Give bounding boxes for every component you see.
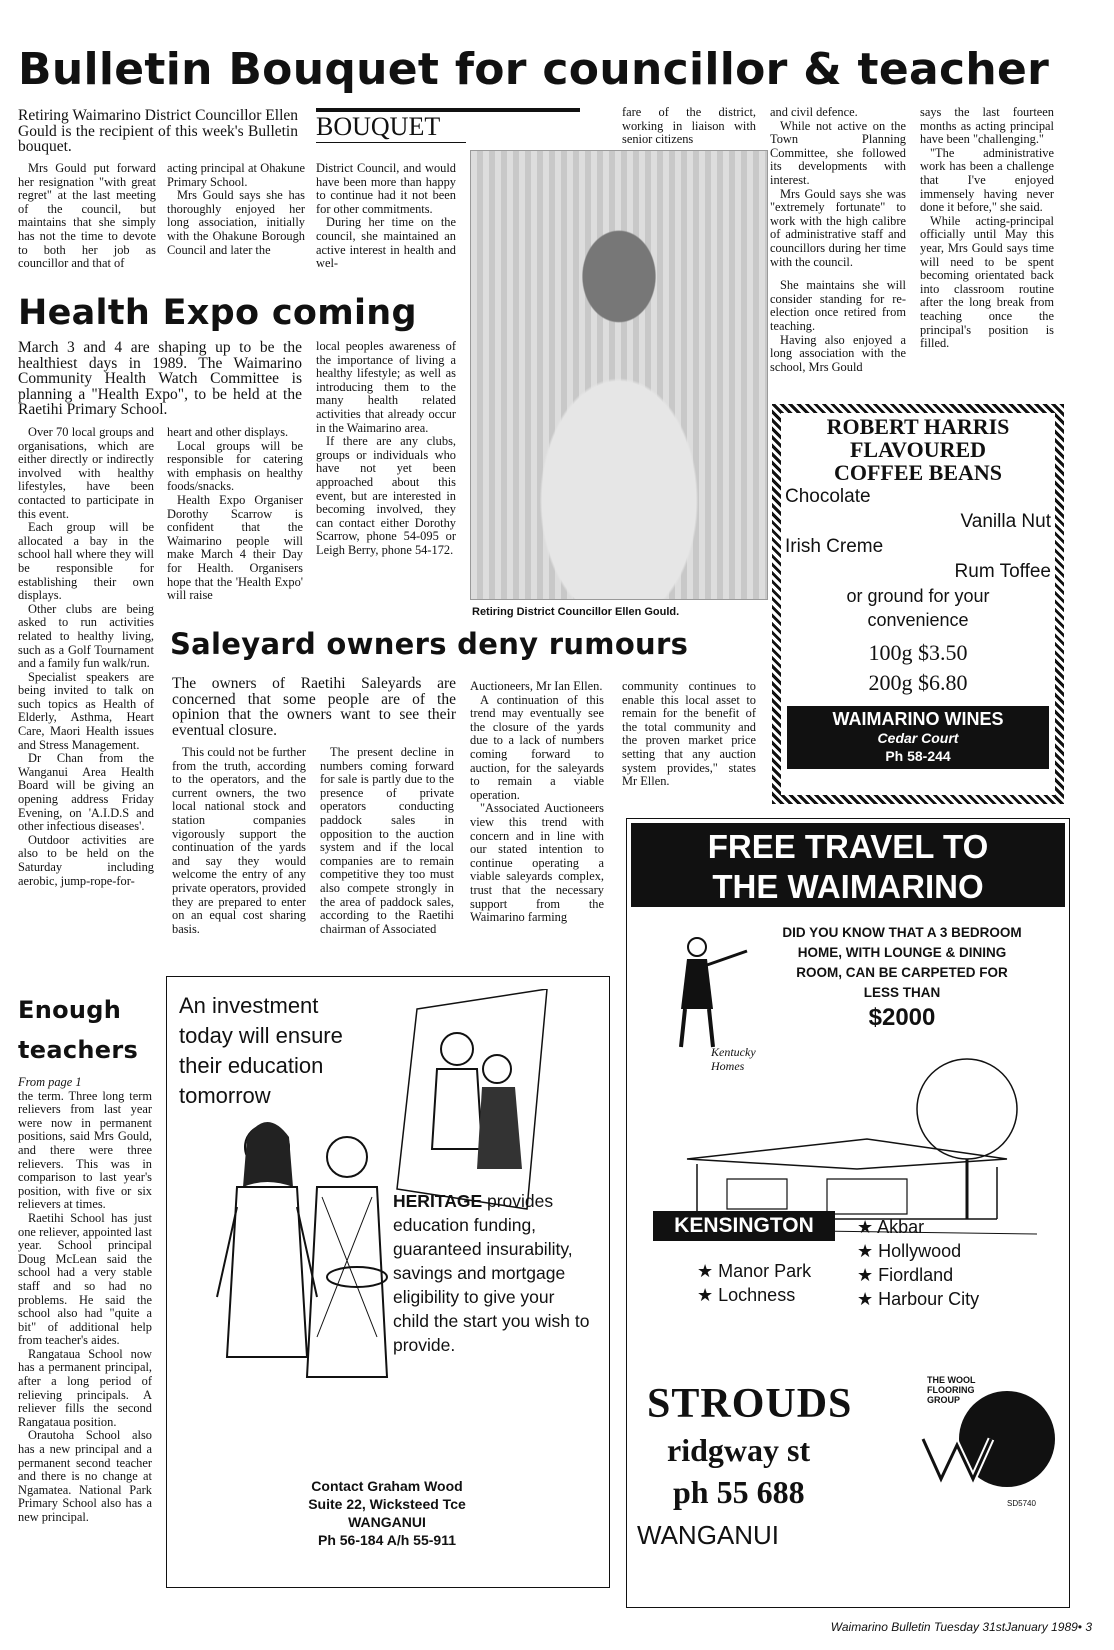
ranges-left xyxy=(697,1259,837,1307)
health-lead: March 3 and 4 are shaping up to be the healthiest days in 1989. The Waimarino Community Health Watch Committee is planning a "Health Expo", to be held at the Raetihi Primary School. xyxy=(18,339,302,418)
heritage-ad xyxy=(166,976,610,1588)
travel-ad xyxy=(626,818,1070,1608)
flavour-chocolate: Chocolate xyxy=(785,486,871,507)
bouquet-label: BOUQUET xyxy=(316,112,466,143)
coffee-ad xyxy=(772,404,1064,804)
teachers-body: From page 1 the term. Three long term relievers from last year were now in permanent positions, said Mrs Gould, and there were three relievers. This was in comparison to last year's position, with five or six relievers at times. Raetihi School has just one reliever, appointed last year. School principal Doug McLean said the school had a very stable staff and so had no problems. He said the school also had "quite a bit" of additional help from teacher's aides. Rangataua School now has a permanent principal, after a long period of relieving principals. A reliever fills the second Rangataua position. Orautoha School also has a new principal and a permanent second teacher and there is no change at Ngamatea. National Park Primary School also has a new principal. xyxy=(18,1075,152,1524)
main-headline: Bulletin Bouquet for councillor & teacher xyxy=(18,44,1050,95)
saleyard-col-3: Auctioneers, Mr Ian Ellen. A continuation of this trend may eventually see the closure of the yards due to a lack of numbers coming forward to auction, for the saleyards to remain a viable operation. "Associated Auctioneers view this trend with concern and in line with our stated intention to continue operating a viable saleyards complex, trust that the necessary support from the Waimarino farming xyxy=(470,679,604,925)
coffee-title-2: FLAVOURED xyxy=(849,437,987,462)
flavour-vanilla-nut: Vanilla Nut xyxy=(960,511,1051,532)
bouquet-lead: Retiring Waimarino District Councillor Ellen Gould is the recipient of this week's Bulletin bouquet. xyxy=(18,107,298,155)
range-item: ★ Lochness xyxy=(697,1285,796,1305)
heritage-body: HERITAGE provides education funding, guaranteed insurability, savings and mortgage eligibility to give your child the start you wish to provide. xyxy=(393,1191,590,1355)
saleyard-col-2: The present decline in numbers coming forward for sale is partly due to the presence of private operators conducting paddock sales in opposition to the auction system and if the local companies are to remain competitive they too must also compete strongly in the area of paddock sales, according to the Raetihi chairman of Associated xyxy=(320,745,454,936)
flavour-irish-creme: Irish Creme xyxy=(785,536,884,557)
shop-address: Cedar Court xyxy=(877,730,959,746)
range-item: ★ Akbar xyxy=(857,1217,925,1237)
heritage-headline: An investment today will ensure their education tomorrow xyxy=(179,993,343,1108)
carpet-question: DID YOU KNOW THAT A 3 BEDROOM HOME, WITH LOUNGE & DINING ROOM, CAN BE CARPETED FOR LESS THAN xyxy=(782,925,1022,1000)
saleyard-col-4: community continues to enable this local asset to remain for the benefit of the total community and the proven market price setting that any auction system provides," states Mr Ellen. xyxy=(622,679,756,789)
ranges-right xyxy=(857,1215,1047,1311)
store-name: STROUDS xyxy=(647,1381,853,1427)
shop-name: WAIMARINO WINES xyxy=(832,709,1004,729)
saleyard-lead: The owners of Raetihi Saleyards are concerned that some people are of the opinion that the owners want to see their eventual closure. xyxy=(172,675,456,739)
ellen-gould-photo xyxy=(470,150,768,600)
waimarino-wines-box xyxy=(787,706,1049,769)
bouquet-col-4: fare of the district, working in liaison with senior citizens xyxy=(622,105,756,147)
shop-phone: Ph 58-244 xyxy=(885,748,951,764)
saleyard-headline: Saleyard owners deny rumours xyxy=(170,627,689,661)
health-headline: Health Expo coming xyxy=(18,293,417,333)
teachers-headline: Enough teachers xyxy=(18,996,139,1064)
photo-caption: Retiring District Councillor Ellen Gould. xyxy=(472,606,680,618)
coffee-title-3: COFFEE BEANS xyxy=(833,460,1003,485)
city-label: WANGANUI xyxy=(637,1520,780,1550)
wool-group-label: THE WOOL FLOORING GROUP xyxy=(927,1375,976,1405)
flavour-rum-toffee: Rum Toffee xyxy=(954,561,1051,582)
store-phone: ph 55 688 xyxy=(673,1474,805,1510)
man-figure xyxy=(657,929,767,1049)
health-col-1: Over 70 local groups and organisations, which are either directly or indirectly involved with healthy lifestyles, have been contacted to participate in this event. Each group will be allocated a bay in the school hall where they will be responsible for establishing their own displays. Other clubs are being asked to run activities related to healthy living, such as a Golf Tournament and a family fun walk/run. Specialist speakers are being invited to talk on such topics as Health of Elderly, Asthma, Heart Care, Maori Health issues and Stress Management. Dr Chan from the Wanganui Area Health Board will be giving an opening address Friday Evening, on 'A.I.D.S and other infectious diseases'. Outdoor activities are also to be held on the Saturday including aerobic, jump-rope-for- xyxy=(18,425,154,888)
travel-banner: FREE TRAVEL TO THE WAIMARINO xyxy=(631,823,1065,907)
carpet-price: $2000 xyxy=(868,1004,936,1031)
saleyard-col-1: This could not be further from the truth, according to the operators, and the current owners, the two local national stock and station companies vigorously support the continuation of the yards and say they would welcome the entry of any private operators, provided they are prepared to enter on an equal cost sharing basis. xyxy=(172,745,306,936)
price-200g: 200g $6.80 xyxy=(868,670,968,695)
health-col-2: heart and other displays. Local groups will be responsible for catering with emphasis on healthy foods/snacks. Health Expo Organiser Dorothy Scarrow is confident that the Waimarino people will make March 4 their Day for Health. Organisers hope that the 'Health Expo' will raise xyxy=(167,425,303,603)
price-100g: 100g $3.50 xyxy=(868,640,968,665)
bouquet-label-box xyxy=(316,108,580,143)
bouquet-col-5: and civil defence. While not active on the Town Planning Committee, she followed its developments with interest. Mrs Gould says she was "extremely fortunate" to work with the high calibre of administrative staff and councillors during her time with the council. She maintains she will consider standing for re-election once retired from teaching. Having also enjoyed a long association with the school, Mrs Gould xyxy=(770,105,906,374)
ad-code: SD5740 xyxy=(1007,1499,1036,1508)
children-illustration xyxy=(387,989,557,1219)
range-item: ★ Hollywood xyxy=(857,1241,962,1261)
family-illustration xyxy=(207,1097,407,1427)
coffee-title-1: ROBERT HARRIS xyxy=(826,414,1010,439)
bouquet-col-1: Mrs Gould put forward her resignation "with great regret" at the last meeting of the council, but maintains that she simply has not the time to devote to both her job as councillor and that of xyxy=(18,161,156,271)
page-footer: Waimarino Bulletin Tuesday 31stJanuary 1989• 3 xyxy=(830,1620,1092,1634)
bouquet-col-2: acting principal at Ohakune Primary School. Mrs Gould says she has thoroughly enjoyed her long association, initially with the Ohakune Borough Council and later the xyxy=(167,161,305,257)
range-item: ★ Manor Park xyxy=(697,1261,812,1281)
range-item: ★ Harbour City xyxy=(857,1289,980,1309)
range-item: ★ Fiordland xyxy=(857,1265,954,1285)
sign-text: Kentucky Homes xyxy=(711,1045,756,1073)
ground-note: or ground for your convenience xyxy=(846,586,990,630)
wool-logo-icon xyxy=(917,1379,1057,1499)
bouquet-col-3: District Council, and would have been more than happy to continue had it not been for other commitments. During her time on the council, she maintained an active interest in health and wel- xyxy=(316,161,456,271)
kensington-label: KENSINGTON xyxy=(653,1211,835,1241)
health-col-3: local peoples awareness of the importance of living a healthy lifestyle; as well as introducing them to the many health related activities that already occur in the Waimarino area. If there are any clubs, groups or individuals who have not yet been approached about this event, but are interested in becoming involved, they can contact either Dorothy Scarrow, phone 54-095 or Leigh Berry, phone 54-172. xyxy=(316,339,456,557)
store-street: ridgway st xyxy=(667,1432,811,1468)
bouquet-col-6: says the last fourteen months as acting principal have been "challenging." "The administrative work has been a challenge that I've enjoyed immensely having never done it before," she said. While acting-principal officially until May this year, Mrs Gould says time will need to be spent becoming orientated back into classroom routine after the long break from teaching once the principal's position is filled. xyxy=(920,105,1054,351)
heritage-contact: Contact Graham Wood Suite 22, Wicksteed Tce WANGANUI Ph 56-184 A/h 55-911 xyxy=(308,1478,466,1548)
